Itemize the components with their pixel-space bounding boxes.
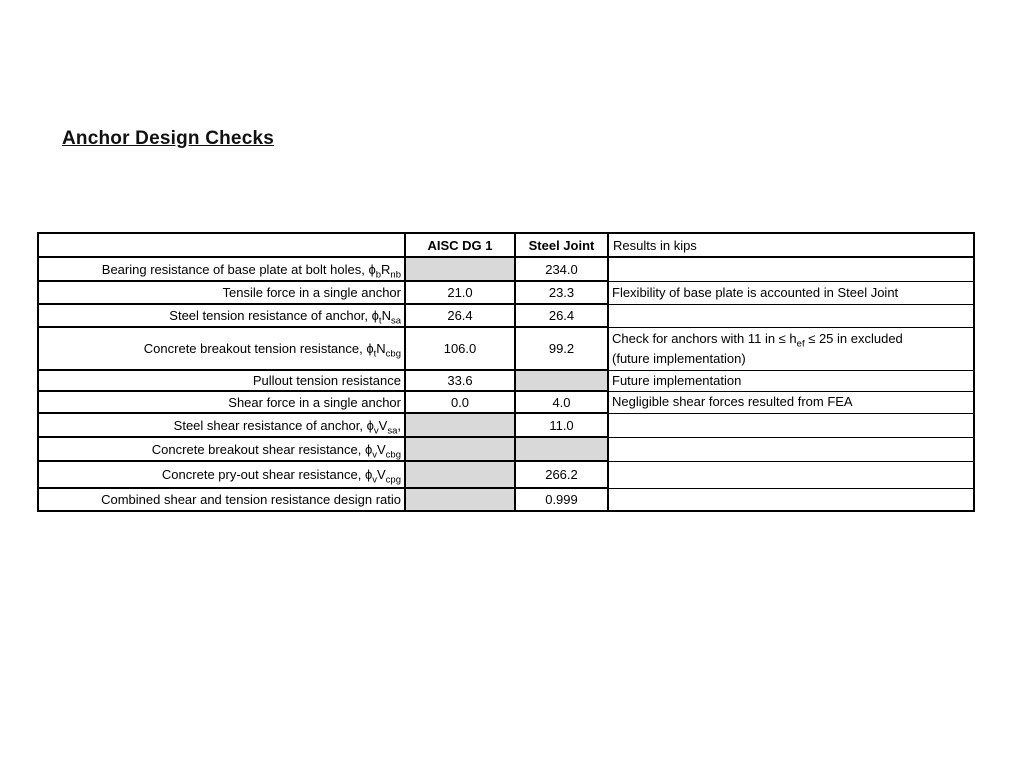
row-label-cell: Pullout tension resistance bbox=[38, 370, 405, 391]
steel-joint-value-cell: 23.3 bbox=[515, 281, 608, 304]
row-label-cell: Combined shear and tension resistance design ratio bbox=[38, 488, 405, 511]
row-label-cell: Concrete pry-out shear resistance, $\phi_vV_{cpg}$ bbox=[38, 461, 405, 488]
table-row bbox=[38, 488, 974, 511]
page-title: Anchor Design Checks bbox=[62, 128, 274, 149]
results-note-cell bbox=[608, 437, 974, 461]
column-header-results: Results in kips bbox=[608, 233, 974, 257]
table-header-row bbox=[38, 233, 974, 257]
aisc-value-cell: 106.0 bbox=[405, 327, 515, 370]
table-row bbox=[38, 461, 974, 488]
aisc-value-cell bbox=[405, 488, 515, 511]
table-row bbox=[38, 391, 974, 413]
aisc-value-cell bbox=[405, 413, 515, 437]
row-label-cell: Steel shear resistance of anchor, $\phi_vV_{sa}$, bbox=[38, 413, 405, 437]
table-row bbox=[38, 413, 974, 437]
steel-joint-value-cell: 26.4 bbox=[515, 304, 608, 327]
column-header-aisc-dg-1: AISC DG 1 bbox=[405, 233, 515, 257]
steel-joint-value-cell: 4.0 bbox=[515, 391, 608, 413]
results-note-cell bbox=[608, 413, 974, 437]
aisc-value-cell: 33.6 bbox=[405, 370, 515, 391]
row-label-cell: Shear force in a single anchor bbox=[38, 391, 405, 413]
row-label-cell: Tensile force in a single anchor bbox=[38, 281, 405, 304]
aisc-value-cell bbox=[405, 461, 515, 488]
results-note-cell bbox=[608, 304, 974, 327]
corner-empty-cell bbox=[38, 233, 405, 257]
row-label-cell: Bearing resistance of base plate at bolt holes, $\phi_bR_{nb}$ bbox=[38, 257, 405, 281]
results-note-cell bbox=[608, 257, 974, 281]
row-label-cell: Concrete breakout shear resistance, $\phi_vV_{cbg}$ bbox=[38, 437, 405, 461]
results-note-cell: Negligible shear forces resulted from FEA bbox=[608, 391, 974, 413]
steel-joint-value-cell: 266.2 bbox=[515, 461, 608, 488]
aisc-value-cell bbox=[405, 437, 515, 461]
results-note-cell: Future implementation bbox=[608, 370, 974, 391]
results-note-cell bbox=[608, 461, 974, 488]
steel-joint-value-cell bbox=[515, 370, 608, 391]
results-note-cell: Check for anchors with 11 in ≤ $h_{ef} \le 25$ in excluded (future implementation) bbox=[608, 327, 974, 370]
row-label-cell: Steel tension resistance of anchor, $\phi_tN_{sa}$ bbox=[38, 304, 405, 327]
table-row bbox=[38, 257, 974, 281]
table-row bbox=[38, 370, 974, 391]
steel-joint-value-cell: 234.0 bbox=[515, 257, 608, 281]
aisc-value-cell: 21.0 bbox=[405, 281, 515, 304]
table-row bbox=[38, 281, 974, 304]
anchor-design-checks-table bbox=[37, 232, 975, 512]
aisc-value-cell: 0.0 bbox=[405, 391, 515, 413]
aisc-value-cell bbox=[405, 257, 515, 281]
steel-joint-value-cell: 11.0 bbox=[515, 413, 608, 437]
results-note-cell: Flexibility of base plate is accounted in Steel Joint bbox=[608, 281, 974, 304]
steel-joint-value-cell: 99.2 bbox=[515, 327, 608, 370]
column-header-steel-joint: Steel Joint bbox=[515, 233, 608, 257]
table-row bbox=[38, 304, 974, 327]
table-row bbox=[38, 437, 974, 461]
table-row bbox=[38, 327, 974, 370]
steel-joint-value-cell: 0.999 bbox=[515, 488, 608, 511]
results-note-cell bbox=[608, 488, 974, 511]
row-label-cell: Concrete breakout tension resistance, $\phi_tN_{cbg}$ bbox=[38, 327, 405, 370]
aisc-value-cell: 26.4 bbox=[405, 304, 515, 327]
steel-joint-value-cell bbox=[515, 437, 608, 461]
